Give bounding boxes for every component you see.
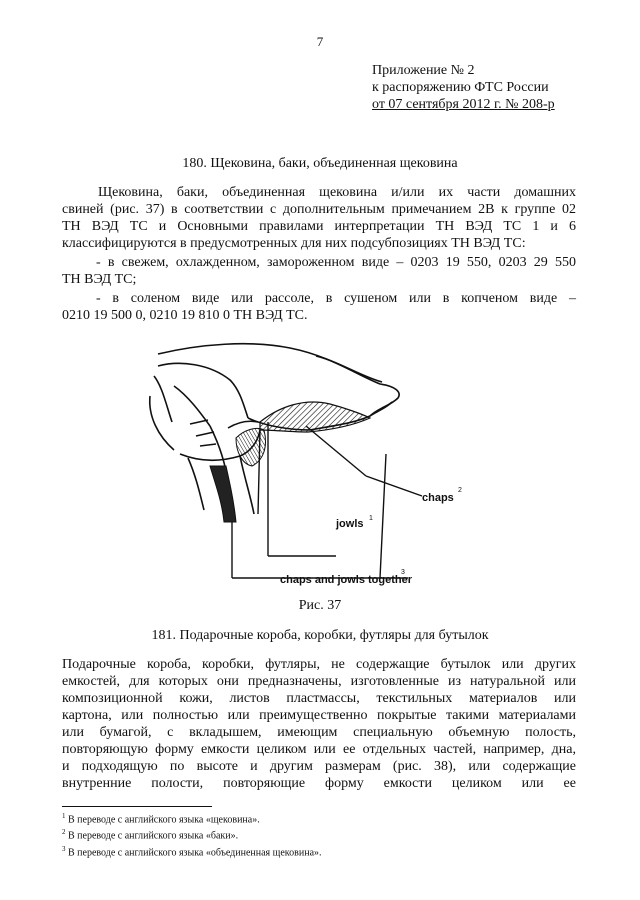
label-jowls-sup: 1 <box>369 515 373 522</box>
para-181-line-6: повторяющую форму емкости целиком или ее отдельных частей, например, дна, <box>62 742 576 757</box>
footnote-3-marker: 3 <box>62 844 66 853</box>
bullet-fresh-line-2: ТН ВЭД ТС; <box>62 272 137 287</box>
section-180-heading: 180. Щековина, баки, объединенная щековина <box>182 156 458 171</box>
footnote-divider <box>62 806 212 807</box>
para-180-line-1: Щековина, баки, объединенная щековина и/или их части домашних <box>98 185 576 200</box>
footnote-2 <box>62 826 582 842</box>
label-chaps-sup: 2 <box>458 487 462 494</box>
label-jowls: jowls <box>336 518 364 530</box>
bullet-salted-line-2: 0210 19 500 0, 0210 19 810 0 ТН ВЭД ТС. <box>62 308 308 323</box>
appendix-title: Приложение № 2 <box>372 63 475 78</box>
page-number: 7 <box>316 34 324 49</box>
para-181-line-8: внутренние полости, повторяющие форму емкости целиком или ее <box>62 776 576 791</box>
pig-head-illustration <box>140 326 460 594</box>
para-181-line-2: емкостей, для которых они предназначены, изготовленные из натуральной или <box>62 674 576 689</box>
chaps-region <box>260 402 370 432</box>
appendix-date: от 07 сентября 2012 г. № 208-р <box>372 97 555 112</box>
para-181-line-7: и подходящую по высоте и другим размерам (рис. 38), или содержащие <box>62 759 576 774</box>
bullet-fresh-line-1: - в свежем, охлажденном, замороженном виде – 0203 19 550, 0203 29 550 <box>96 255 576 270</box>
para-181-line-1: Подарочные короба, коробки, футляры, не содержащие бутылок или других <box>62 657 576 672</box>
para-180-line-3: ТН ВЭД ТС и Основными правилами интерпретации ТН ВЭД ТС 1 и 6 <box>62 219 576 234</box>
footnote-1-text: В переводе с английского языка «щековина». <box>68 814 260 826</box>
para-181-line-4: картона, или полностью или преимущественно покрытые такими материалами <box>62 708 576 723</box>
footnote-3 <box>62 843 582 859</box>
appendix-order: к распоряжению ФТС России <box>372 80 549 95</box>
footnote-1-marker: 1 <box>62 812 66 820</box>
footnote-2-text: В переводе с английского языка «баки». <box>68 830 239 842</box>
footnote-1 <box>62 810 582 826</box>
para-181-line-3: композиционной кожи, листов пластмассы, текстильных материалов или <box>62 691 576 706</box>
figure-37 <box>140 326 460 594</box>
label-together-sup: 3 <box>401 569 405 576</box>
footnote-2-marker: 2 <box>62 828 66 837</box>
para-181-line-5: или бумагой, с вкладышем, имеющим специальную объемную полость, <box>62 725 576 740</box>
footnote-3-text: В переводе с английского языка «объединенная щековина». <box>68 846 322 858</box>
para-180-line-2: свиней (рис. 37) в соответствии с дополнительным примечанием 2В к группе 02 <box>62 202 576 217</box>
label-chaps: chaps <box>422 492 454 504</box>
neck-shadow <box>210 466 236 522</box>
section-181-heading: 181. Подарочные короба, коробки, футляры для бутылок <box>151 628 489 643</box>
bullet-salted-line-1: - в соленом виде или рассоле, в сушеном или в копченом виде – <box>96 291 576 306</box>
label-chaps-and-jowls: chaps and jowls together <box>280 574 413 586</box>
appendix-header <box>372 62 622 113</box>
para-180-line-4: классифицируются в предусмотренных для них подсубпозициях ТН ВЭД ТС: <box>62 236 526 251</box>
figure-37-caption: Рис. 37 <box>298 598 342 613</box>
footnotes <box>62 810 582 859</box>
